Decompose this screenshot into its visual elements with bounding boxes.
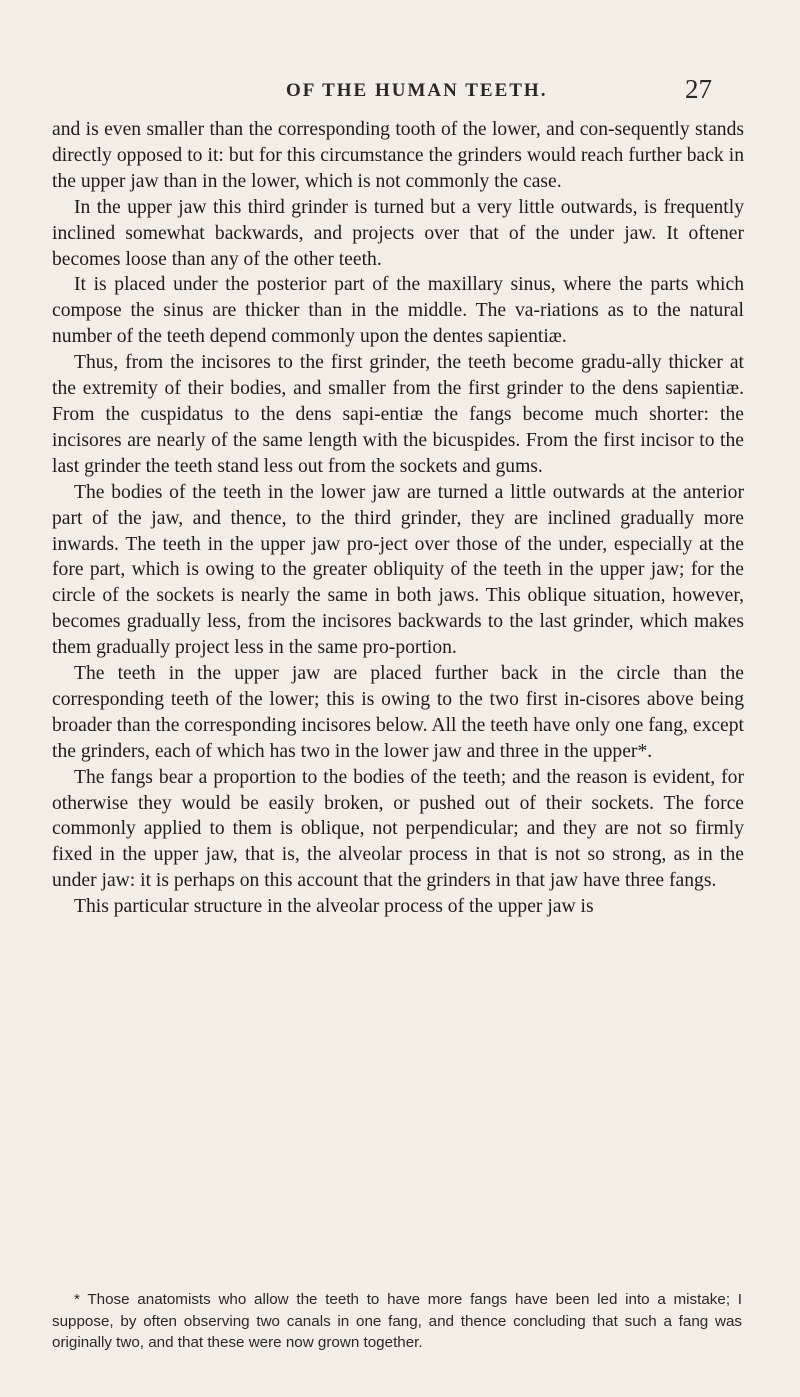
paragraph-8: This particular structure in the alveolar process of the upper jaw is [74, 896, 594, 918]
paragraph-1: and is even smaller than the corresponding tooth of the lower, and con-sequently stands directly opposed to it: but for this circumstance the grinders would reach further back in the upper jaw than in the lower, which is not commonly the case. [52, 119, 744, 192]
paragraph-7: The fangs bear a proportion to the bodies of the teeth; and the reason is evident, for otherwise they would be easily broken, or pushed out of their sockets. The force commonly applied to them is oblique, not perpendicular; and they are not so firmly fixed in the upper jaw, that is, the alveolar process in that is not so strong, as in the under jaw: it is perhaps on this account that the grinders in that jaw have three fangs. [52, 766, 744, 892]
paragraph-6: The teeth in the upper jaw are placed further back in the circle than the corresponding teeth of the lower; this is owing to the two first in-cisores above being broader than the corresponding incisores below. All the teeth have only one fang, except the grinders, each of which has two in the lower jaw and three in the upper*. [52, 663, 744, 762]
paragraph-3: It is placed under the posterior part of the maxillary sinus, where the parts which compose the sinus are thicker than in the middle. The va-riations as to the natural number of the teeth depend commonly upon the dentes sapientiæ. [52, 274, 744, 348]
running-title: OF THE HUMAN TEETH. [286, 80, 548, 101]
page-header [0, 76, 800, 116]
paragraph-2: In the upper jaw this third grinder is turned but a very little outwards, is frequently inclined somewhat backwards, and projects over that of the under jaw. It oftener becomes loose than any of the other teeth. [52, 196, 744, 270]
footnote: * Those anatomists who allow the teeth to have more fangs have been led into a mistake; I suppose, by often observing two canals in one fang, and thence concluding that such a fang was originally two, and that these were now grown together. [52, 1291, 742, 1351]
paragraph-4: Thus, from the incisores to the first grinder, the teeth become gradu-ally thicker at the extremity of their bodies, and smaller from the first grinder to the dens sapientiæ. From the cuspidatus to the dens sapi-entiæ the fangs become much shorter: the incisores are nearly of the same length with the bicuspides. From the first incisor to the last grinder the teeth stand less out from the sockets and gums. [52, 352, 744, 477]
paragraph-5: The bodies of the teeth in the lower jaw are turned a little outwards at the anterior part of the jaw, and thence, to the third grinder, they are inclined gradually more inwards. The teeth in the upper jaw pro-ject over those of the under, especially at the fore part, which is owing to the greater obliquity of the teeth in the upper jaw; for the circle of the sockets is nearly the same in both jaws. This oblique situation, however, becomes gradually less, from the incisores backwards to the last grinder, which makes them gradually project less in the same pro-portion. [52, 481, 744, 659]
page-number: 27 [685, 74, 712, 104]
body-text [52, 117, 744, 920]
